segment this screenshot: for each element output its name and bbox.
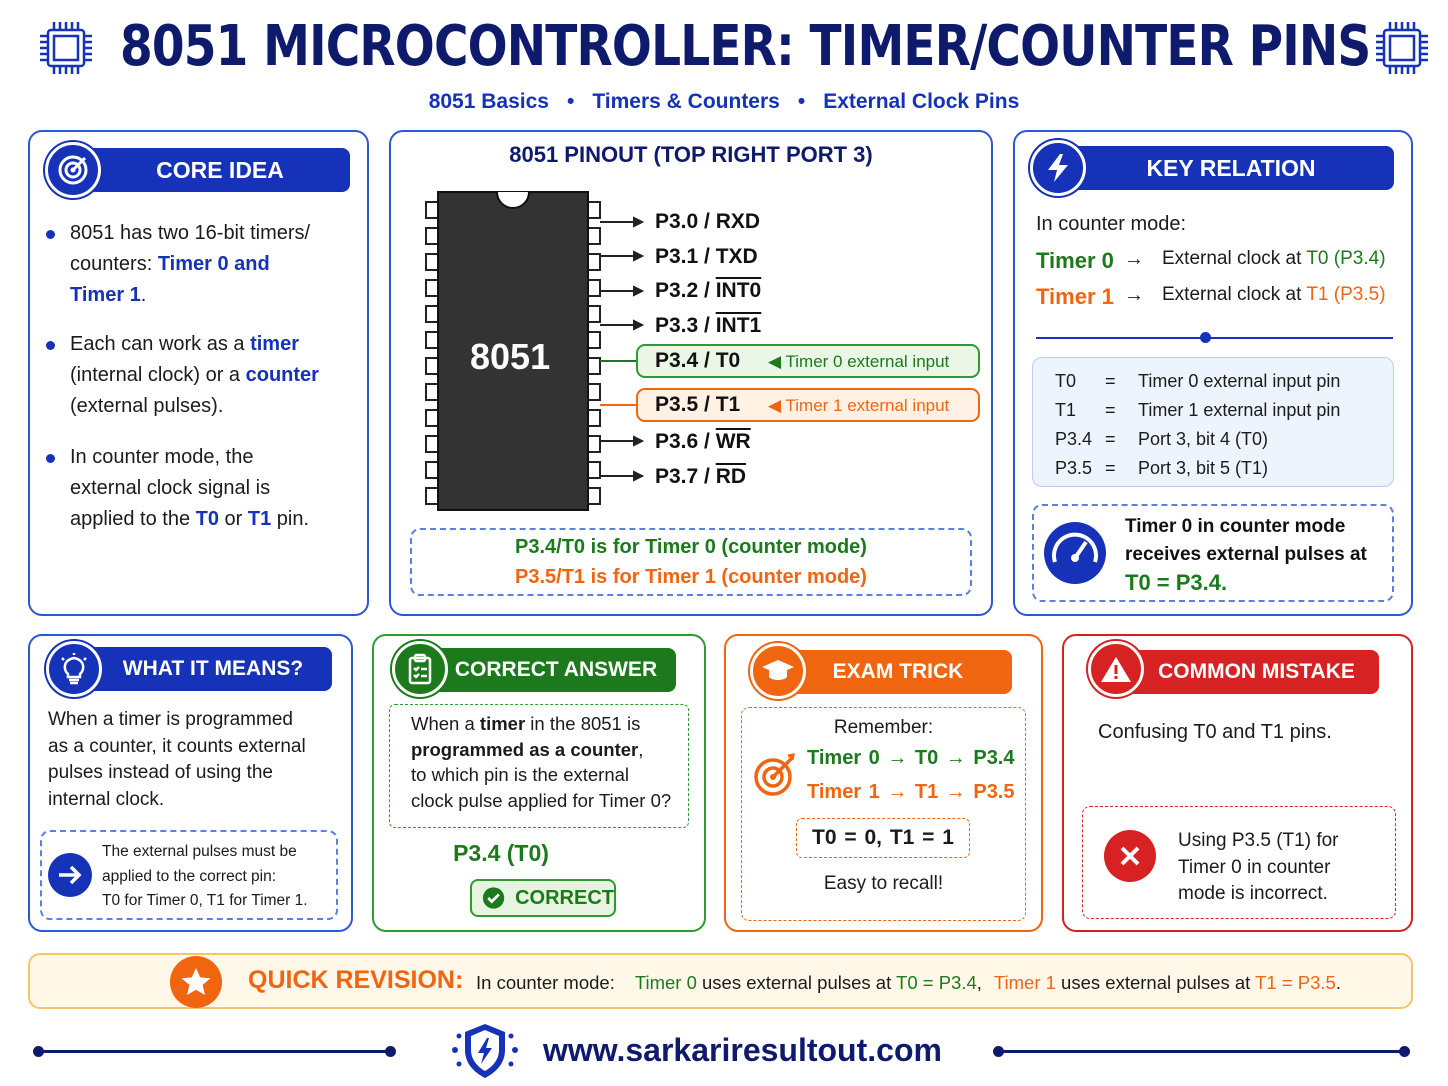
subtitle (0, 90, 1448, 114)
target-icon (752, 752, 798, 798)
x-icon (1104, 830, 1156, 882)
text: external clock signal is (70, 477, 271, 499)
text: (internal clock) or a (70, 364, 246, 386)
footer-line (38, 1050, 390, 1053)
clipboard-icon (392, 641, 448, 697)
core-idea-bullet (70, 218, 380, 311)
answer-text: P3.4 (T0) (453, 840, 549, 866)
pin-label-t0: P3.4 / T0 (655, 349, 741, 372)
t0-note: ◀ Timer 0 external input (768, 352, 950, 371)
pin-label: P3.3 / INT1 (655, 314, 762, 337)
divider (1036, 337, 1393, 339)
warning-icon (1088, 641, 1144, 697)
page-title: 8051 MICROCONTROLLER: TIMER/COUNTER PINS (120, 14, 1371, 79)
lightbulb-icon (46, 641, 102, 697)
text: counters: (70, 253, 158, 275)
pin-label: P3.2 / INT0 (655, 279, 762, 302)
relation-row-0: Timer 0 → External clock at T0 (P3.4) (1036, 248, 1386, 273)
core-idea-bullet (70, 329, 380, 422)
pin-label: $P3.7 / \overline{RD}$ (655, 465, 747, 488)
chip-label: 8051 (470, 336, 551, 377)
key-relation-intro: In counter mode: (1036, 213, 1187, 235)
footer-line (998, 1050, 1404, 1053)
text: (external pulses). (70, 395, 224, 417)
subtitle-separator: • (797, 90, 806, 113)
text: . (140, 284, 147, 306)
star-icon (170, 956, 222, 1008)
arrow-right-icon (48, 853, 92, 897)
trick-line-0: Timer 0 → T0 → P3.4 (807, 747, 1015, 769)
highlight-text: T0 (195, 508, 219, 530)
highlight-text: Timer 1 (70, 284, 141, 306)
quick-revision-text: In counter mode: Timer 0 uses external pulses at T0 = P3.4, Timer 1 uses external pulses at T1 = P3.5. (476, 972, 1341, 993)
subtitle-item: 8051 Basics (428, 90, 549, 113)
graduation-cap-icon (750, 643, 806, 699)
pinout-title: 8051 PINOUT (TOP RIGHT PORT 3) (509, 142, 873, 167)
divider-dot (1200, 332, 1211, 343)
text: Each can work as a (70, 333, 251, 355)
footer-url[interactable]: www.sarkariresultout.com (543, 1032, 942, 1068)
t1-note: ◀ Timer 1 external input (768, 396, 950, 415)
footer-dot (993, 1046, 1004, 1057)
pin-label: P3.1 / TXD (655, 245, 758, 268)
mistake-text: Confusing T0 and T1 pins. (1098, 721, 1332, 743)
footer-dot (1399, 1046, 1410, 1057)
what-it-means-text: When a timer is programmed as a counter, it counts external pulses instead of using the internal clock. (48, 709, 306, 810)
highlight-text: Timer 0 and (157, 253, 270, 275)
subtitle-item: Timers & Counters (592, 90, 780, 113)
text: pin. (271, 508, 310, 530)
text: 8051 has two 16-bit timers/ (70, 222, 311, 244)
pin-label-t1: P3.5 / T1 (655, 393, 741, 416)
highlight-text: counter (245, 364, 319, 386)
key-relation-header: KEY RELATION (1058, 146, 1394, 190)
correct-badge-label: CORRECT (515, 886, 614, 909)
check-icon (482, 885, 505, 911)
quick-revision-label: QUICK REVISION: (248, 966, 464, 994)
summary-t1: P3.5/T1 is for Timer 1 (counter mode) (515, 566, 867, 588)
pin-label: $P3.6 / \overline{WR}$ (655, 430, 751, 453)
summary-t0: P3.4/T0 is for Timer 0 (counter mode) (515, 536, 867, 558)
correct-badge (470, 879, 616, 917)
definitions-list: T0 = Timer 0 external input pin T1 = Timer 1 external input pin P3.4 = Port 3, bit 4 (T0) P3.5 = Port 3, bit 5 (T1) (1055, 371, 1341, 478)
gauge-icon (1042, 520, 1108, 586)
trick-equation: T0 = 0, T1 = 1 (796, 818, 970, 858)
highlight-text: T1 (247, 508, 272, 530)
target-icon (45, 142, 101, 198)
shield-logo-icon (447, 1020, 523, 1082)
subtitle-item: External Clock Pins (823, 90, 1020, 113)
mistake-note: Using P3.5 (T1) for Timer 0 in counter mode is incorrect. (1178, 830, 1339, 904)
text: applied to the (70, 508, 196, 530)
core-idea-bullet (70, 442, 380, 535)
lightning-icon (1030, 140, 1086, 196)
what-it-means-header: WHAT IT MEANS? (74, 647, 332, 691)
remember-label: Remember: (833, 717, 934, 738)
recall-text: Easy to recall! (823, 873, 944, 894)
text: In counter mode, the (70, 446, 254, 468)
key-note: Timer 0 in counter mode receives external pulses at T0 = P3.4. (1125, 516, 1367, 595)
footer-dot (385, 1046, 396, 1057)
what-it-means-note: The external pulses must be applied to the correct pin: T0 for Timer 0, T1 for Timer 1. (102, 843, 308, 909)
chip-icon (36, 18, 96, 78)
pin-label: P3.0 / RXD (655, 210, 761, 233)
core-idea-header: CORE IDEA (70, 148, 350, 192)
relation-row-1: Timer 1 → External clock at T1 (P3.5) (1036, 284, 1386, 309)
trick-line-1: Timer 1 → T1 → P3.5 (807, 781, 1015, 803)
footer-dot (33, 1046, 44, 1057)
text: or (219, 508, 248, 530)
highlight-text: timer (250, 333, 299, 355)
subtitle-separator: • (566, 90, 575, 113)
common-mistake-header: COMMON MISTAKE (1114, 650, 1379, 694)
exam-trick-header: EXAM TRICK (774, 650, 1012, 694)
chip-icon (1372, 18, 1432, 78)
core-idea-panel (28, 130, 369, 616)
question-text: When a timer in the 8051 is programmed as a counter, to which pin is the external clock pulse applied for Timer 0? (411, 713, 672, 811)
correct-answer-header: CORRECT ANSWER (416, 648, 676, 692)
